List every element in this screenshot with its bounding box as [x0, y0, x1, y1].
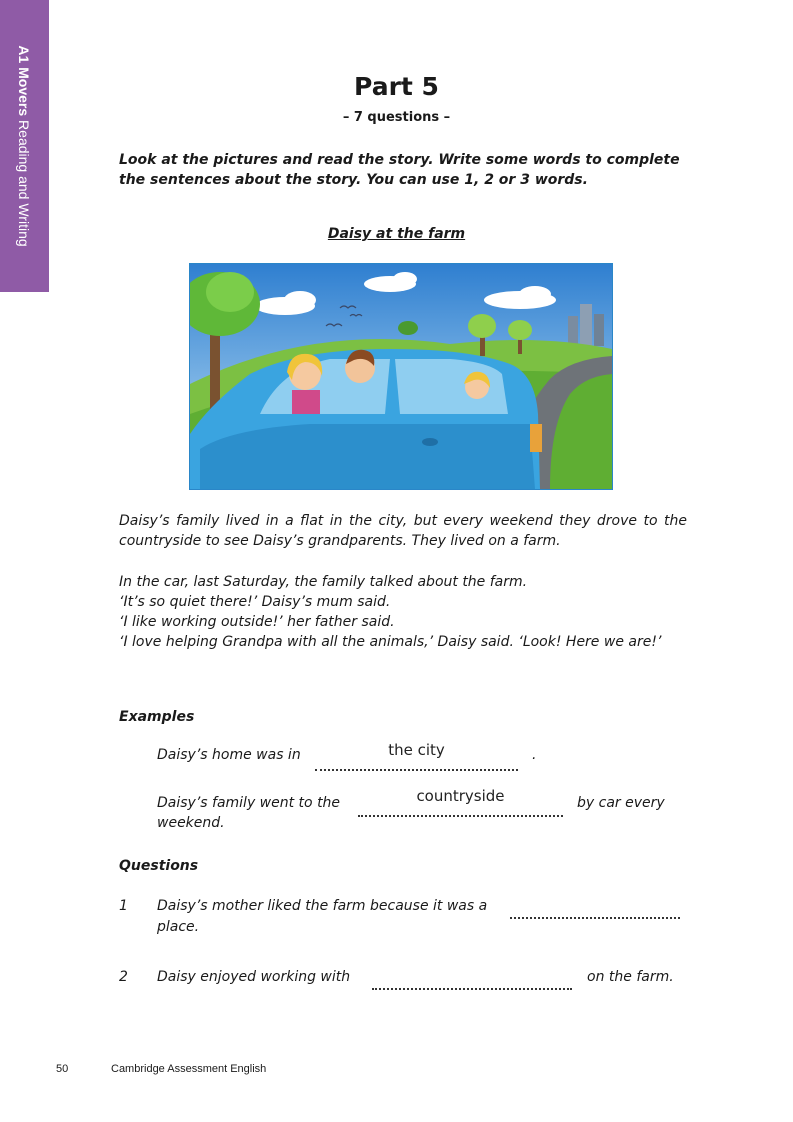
questions-heading: Questions	[119, 858, 199, 874]
example-1-end: .	[532, 747, 537, 763]
question-2-text: Daisy enjoyed working with	[157, 969, 351, 985]
question-2-answer-input[interactable]	[372, 968, 572, 990]
side-tab-label: A1 Movers Reading and Writing	[16, 45, 32, 247]
story-paragraph-1: Daisy’s family lived in a flat in the city, but every weekend they drove to the countryside to see Daisy’s grandparents. They lived on a farm.	[119, 513, 687, 549]
question-2-after: on the farm.	[587, 969, 674, 985]
example-1-answer: the city	[388, 741, 445, 759]
question-2-number: 2	[119, 969, 128, 985]
page-number: 50	[56, 1063, 69, 1075]
question-1-continuation: place.	[157, 919, 200, 935]
side-tab	[0, 0, 49, 292]
story-picture	[189, 263, 613, 490]
page-title: Part 5	[354, 72, 439, 101]
question-1-number: 1	[119, 898, 128, 914]
page-subtitle: – 7 questions –	[342, 110, 451, 125]
question-1-answer-input[interactable]	[510, 897, 680, 919]
example-2-after: by car every	[577, 795, 665, 811]
story-title: Daisy at the farm	[327, 226, 466, 242]
publisher-name: Cambridge Assessment English	[111, 1063, 267, 1075]
example-2-text: Daisy’s family went to the	[157, 795, 341, 811]
example-1-text: Daisy’s home was in	[157, 747, 301, 763]
example-2-continuation: weekend.	[157, 815, 225, 831]
car-illustration	[190, 264, 612, 489]
examples-heading: Examples	[119, 709, 195, 725]
story-paragraph-2: In the car, last Saturday, the family talked about the farm. ‘It’s so quiet there!’ Daisy’s mum said. ‘I like working outside!’ her father said. ‘I love helping Grandpa with all the animals,’ Daisy said. ‘Look! Here we are!’	[119, 574, 662, 650]
instructions: Look at the pictures and read the story. Write some words to complete the sentences about the story. You can use 1, 2 or 3 words.	[119, 152, 680, 188]
question-1-text: Daisy’s mother liked the farm because it was a	[157, 898, 488, 914]
example-2-answer: countryside	[416, 787, 505, 805]
